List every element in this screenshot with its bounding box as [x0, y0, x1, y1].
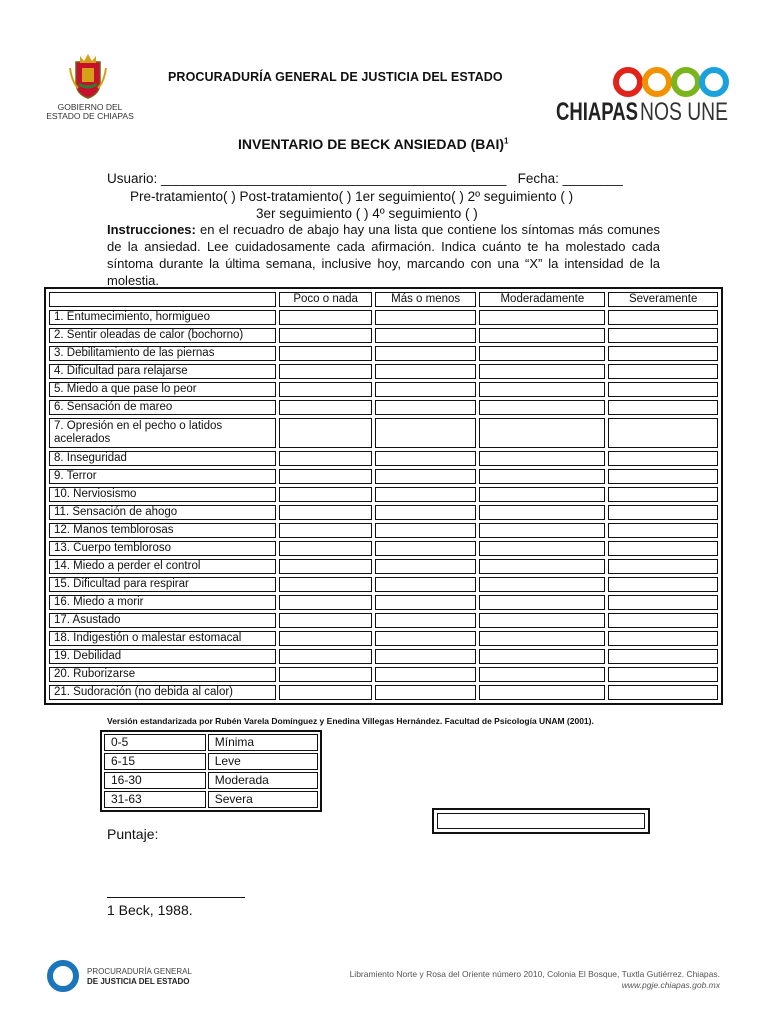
answer-cell[interactable] — [375, 649, 477, 664]
svg-text:CHIAPAS: CHIAPAS — [556, 98, 638, 126]
table-row — [49, 469, 718, 484]
table-row — [49, 328, 718, 343]
answer-cell[interactable] — [608, 487, 718, 502]
scale-range: 6-15 — [104, 753, 206, 770]
answer-cell[interactable] — [279, 451, 371, 466]
answer-cell[interactable] — [279, 505, 371, 520]
symptom-label: 18. Indigestión o malestar estomacal — [49, 631, 276, 646]
table-row — [49, 685, 718, 700]
answer-cell[interactable] — [479, 559, 605, 574]
answer-cell[interactable] — [608, 649, 718, 664]
instructions-label: Instrucciones: — [107, 222, 196, 237]
standardization-note: Versión estandarizada por Rubén Varela Domínguez y Enedina Villegas Hernández. Facultad de Psicología UNAM (2001). — [107, 716, 594, 726]
answer-cell[interactable] — [279, 649, 371, 664]
table-row — [49, 649, 718, 664]
symptom-label: 21. Sudoración (no debida al calor) — [49, 685, 276, 700]
answer-cell[interactable] — [279, 310, 371, 325]
answer-cell[interactable] — [479, 523, 605, 538]
scale-level: Mínima — [208, 734, 318, 751]
answer-cell[interactable] — [279, 487, 371, 502]
column-header: Moderadamente — [479, 292, 605, 307]
answer-cell[interactable] — [608, 328, 718, 343]
answer-cell[interactable] — [479, 685, 605, 700]
answer-cell[interactable] — [479, 400, 605, 415]
table-row — [104, 753, 318, 770]
answer-cell[interactable] — [279, 469, 371, 484]
symptom-label: 15. Dificultad para respirar — [49, 577, 276, 592]
answer-cell[interactable] — [375, 595, 477, 610]
table-row — [49, 418, 718, 448]
table-row — [49, 667, 718, 682]
answer-cell[interactable] — [479, 346, 605, 361]
answer-cell[interactable] — [375, 613, 477, 628]
answer-cell[interactable] — [479, 613, 605, 628]
scale-range: 16-30 — [104, 772, 206, 789]
symptom-label: 2. Sentir oleadas de calor (bochorno) — [49, 328, 276, 343]
answer-cell[interactable] — [479, 631, 605, 646]
answer-cell[interactable] — [279, 382, 371, 397]
symptom-label: 1. Entumecimiento, hormigueo — [49, 310, 276, 325]
column-header: Más o menos — [375, 292, 477, 307]
footer-organization: PROCURADURÍA GENERAL DE JUSTICIA DEL ESTADO — [87, 967, 192, 986]
institution-title: PROCURADURÍA GENERAL DE JUSTICIA DEL ESTADO — [168, 70, 503, 84]
table-row — [49, 451, 718, 466]
answer-cell[interactable] — [608, 400, 718, 415]
answer-cell[interactable] — [479, 328, 605, 343]
table-row — [104, 791, 318, 808]
symptom-label: 17. Asustado — [49, 613, 276, 628]
symptom-label: 11. Sensación de ahogo — [49, 505, 276, 520]
footer-address: Libramiento Norte y Rosa del Oriente número 2010, Colonia El Bosque, Tuxtla Gutiérrez. Chiapas. www.pgje.chiapas.gob.mx — [290, 969, 720, 991]
table-row — [104, 772, 318, 789]
instructions-text: en el recuadro de abajo hay una lista que contiene los síntomas más comunes de la ansiedad. Lee cuidadosamente cada afirmación. Indica cuánto te ha molestado cada síntoma durante la última semana, inclusive hoy, marcando con una “X” la intensidad de la molestia. — [107, 222, 660, 288]
answer-cell[interactable] — [375, 523, 477, 538]
answer-cell[interactable] — [279, 613, 371, 628]
answer-cell[interactable] — [479, 667, 605, 682]
score-label: Puntaje: — [107, 826, 159, 842]
answer-cell[interactable] — [279, 418, 371, 448]
symptom-label: 10. Nerviosismo — [49, 487, 276, 502]
government-logo-text: GOBIERNO DEL ESTADO DE CHIAPAS — [46, 102, 134, 121]
footnote-mark: 1 — [504, 136, 509, 146]
answer-cell[interactable] — [375, 631, 477, 646]
table-row — [104, 734, 318, 751]
answer-cell[interactable] — [479, 649, 605, 664]
pgje-logo-icon — [46, 959, 80, 993]
answer-cell[interactable] — [479, 595, 605, 610]
column-header — [49, 292, 276, 307]
answer-cell[interactable] — [608, 577, 718, 592]
symptom-label: 4. Dificultad para relajarse — [49, 364, 276, 379]
symptom-label: 14. Miedo a perder el control — [49, 559, 276, 574]
answer-cell[interactable] — [608, 469, 718, 484]
scale-level: Severa — [208, 791, 318, 808]
stages-line-1[interactable]: Pre-tratamiento( ) Post-tratamiento( ) 1er seguimiento( ) 2º seguimiento ( ) — [130, 189, 574, 204]
symptom-label: 9. Terror — [49, 469, 276, 484]
symptom-label: 6. Sensación de mareo — [49, 400, 276, 415]
stages-line-2[interactable]: 3er seguimiento ( ) 4º seguimiento ( ) — [256, 206, 478, 221]
answer-cell[interactable] — [279, 667, 371, 682]
answer-cell[interactable] — [608, 667, 718, 682]
answer-cell[interactable] — [479, 487, 605, 502]
table-row — [49, 505, 718, 520]
answer-cell[interactable] — [479, 469, 605, 484]
answer-cell[interactable] — [479, 541, 605, 556]
answer-cell[interactable] — [279, 577, 371, 592]
chiapas-nos-une-logo — [556, 64, 728, 126]
answer-cell[interactable] — [279, 595, 371, 610]
instructions — [107, 221, 660, 289]
answer-cell[interactable] — [279, 559, 371, 574]
symptom-label: 3. Debilitamiento de las piernas — [49, 346, 276, 361]
column-header: Poco o nada — [279, 292, 371, 307]
answer-cell[interactable] — [608, 310, 718, 325]
answer-cell[interactable] — [479, 364, 605, 379]
table-row — [49, 364, 718, 379]
answer-cell[interactable] — [375, 451, 477, 466]
answer-cell[interactable] — [479, 418, 605, 448]
answer-cell[interactable] — [608, 541, 718, 556]
answer-cell[interactable] — [375, 487, 477, 502]
answer-cell[interactable] — [375, 577, 477, 592]
svg-text:NOS UNE: NOS UNE — [640, 98, 728, 126]
symptom-label: 19. Debilidad — [49, 649, 276, 664]
answer-cell[interactable] — [375, 418, 477, 448]
scale-range: 31-63 — [104, 791, 206, 808]
table-row — [49, 559, 718, 574]
answer-cell[interactable] — [479, 577, 605, 592]
severity-scale-table — [100, 730, 322, 812]
scale-level: Moderada — [208, 772, 318, 789]
fecha-field[interactable]: Fecha: ________ — [517, 171, 623, 186]
answer-cell[interactable] — [375, 400, 477, 415]
government-seal-icon — [68, 52, 108, 100]
symptom-label: 8. Inseguridad — [49, 451, 276, 466]
symptom-label: 7. Opresión en el pecho o latidos acelerados — [49, 418, 276, 448]
answer-cell[interactable] — [279, 400, 371, 415]
footnote: 1 Beck, 1988. — [107, 902, 193, 918]
answer-cell[interactable] — [375, 559, 477, 574]
answer-cell[interactable] — [375, 364, 477, 379]
footer-website[interactable]: www.pgje.chiapas.gob.mx — [621, 980, 720, 990]
answer-cell[interactable] — [608, 505, 718, 520]
answer-cell[interactable] — [279, 346, 371, 361]
answer-cell[interactable] — [608, 418, 718, 448]
table-header-row — [49, 292, 718, 307]
answer-cell[interactable] — [375, 685, 477, 700]
table-row — [49, 487, 718, 502]
answer-cell[interactable] — [375, 541, 477, 556]
answer-cell[interactable] — [279, 364, 371, 379]
symptom-label: 20. Ruborizarse — [49, 667, 276, 682]
symptom-label: 13. Cuerpo tembloroso — [49, 541, 276, 556]
score-input-inner[interactable] — [437, 813, 645, 829]
table-row — [49, 541, 718, 556]
symptom-label: 12. Manos temblorosas — [49, 523, 276, 538]
scale-level: Leve — [208, 753, 318, 770]
answer-cell[interactable] — [608, 346, 718, 361]
answer-cell[interactable] — [479, 382, 605, 397]
table-row — [49, 631, 718, 646]
table-row — [49, 523, 718, 538]
answer-cell[interactable] — [279, 685, 371, 700]
scale-range: 0-5 — [104, 734, 206, 751]
answer-cell[interactable] — [375, 310, 477, 325]
table-row — [49, 346, 718, 361]
answer-cell[interactable] — [279, 631, 371, 646]
answer-cell[interactable] — [608, 613, 718, 628]
answer-cell[interactable] — [479, 310, 605, 325]
answer-cell[interactable] — [279, 328, 371, 343]
table-row — [49, 595, 718, 610]
usuario-fecha-line — [107, 171, 623, 186]
footnote-divider — [107, 897, 245, 898]
answer-cell[interactable] — [279, 523, 371, 538]
answer-cell[interactable] — [608, 685, 718, 700]
answer-cell[interactable] — [608, 595, 718, 610]
table-row — [49, 577, 718, 592]
column-header: Severamente — [608, 292, 718, 307]
document-title: INVENTARIO DE BECK ANSIEDAD (BAI)$^1$ — [238, 136, 509, 152]
answer-cell[interactable] — [375, 346, 477, 361]
score-input-box[interactable] — [432, 808, 650, 834]
answer-cell[interactable] — [375, 382, 477, 397]
table-row — [49, 310, 718, 325]
table-row — [49, 613, 718, 628]
table-row — [49, 382, 718, 397]
answer-cell[interactable] — [375, 328, 477, 343]
answer-cell[interactable] — [375, 469, 477, 484]
answer-cell[interactable] — [608, 364, 718, 379]
answer-cell[interactable] — [375, 505, 477, 520]
usuario-field[interactable]: Usuario: ______________________________________________ — [107, 171, 507, 186]
answer-cell[interactable] — [608, 523, 718, 538]
answer-cell[interactable] — [608, 451, 718, 466]
answer-cell[interactable] — [479, 451, 605, 466]
answer-cell[interactable] — [608, 382, 718, 397]
answer-cell[interactable] — [608, 631, 718, 646]
table-row — [49, 400, 718, 415]
symptom-label: 16. Miedo a morir — [49, 595, 276, 610]
symptom-table — [44, 287, 723, 705]
answer-cell[interactable] — [479, 505, 605, 520]
symptom-label: 5. Miedo a que pase lo peor — [49, 382, 276, 397]
answer-cell[interactable] — [608, 559, 718, 574]
answer-cell[interactable] — [375, 667, 477, 682]
answer-cell[interactable] — [279, 541, 371, 556]
